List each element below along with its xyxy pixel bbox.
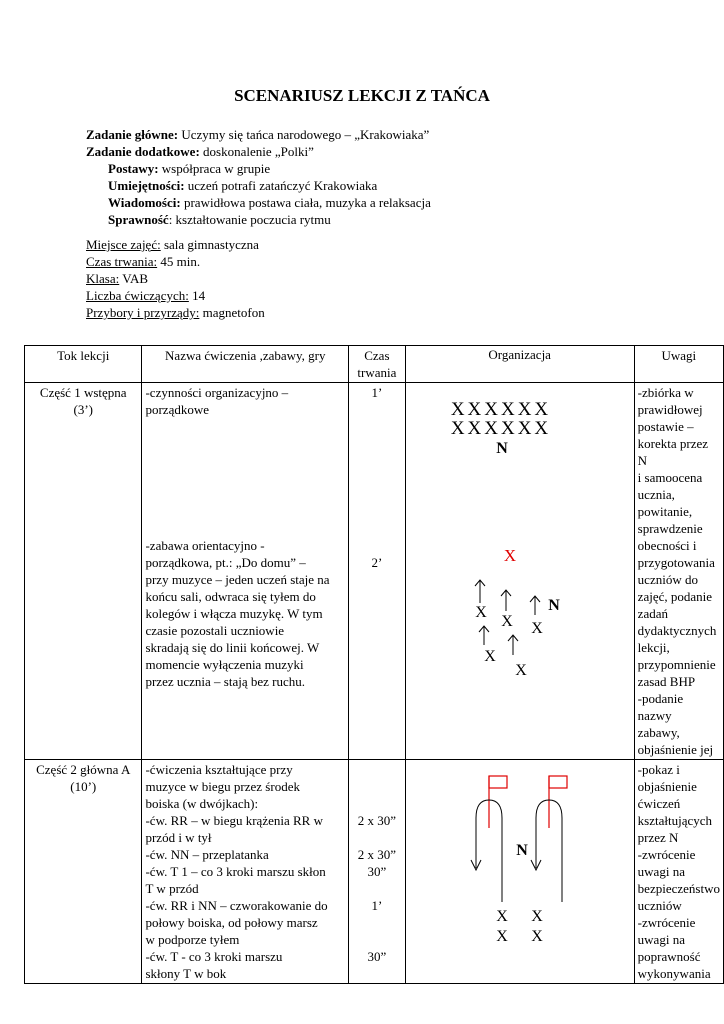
info-class-value: VAB	[119, 271, 149, 286]
row1-time-1: 1’	[371, 385, 383, 400]
student-marker: X	[530, 928, 543, 945]
flag-icon	[549, 776, 567, 828]
row1-ex2-line: przez ucznia – stają bez ruchu.	[145, 674, 305, 689]
row2-time	[349, 760, 406, 984]
row1-organization	[405, 383, 634, 760]
lesson-table	[24, 345, 724, 984]
goal-umiej-label: Umiejętności:	[108, 178, 185, 193]
info-class	[86, 270, 148, 287]
header-uwagi: Uwagi	[634, 346, 723, 383]
row2-uwagi-line: uwagi na	[637, 864, 685, 879]
row1-uwagi-line: uczniów do	[637, 572, 698, 587]
row2-time-line	[352, 829, 402, 846]
row2-uwagi-line: ćwiczeń	[637, 796, 681, 811]
info-place-label: Miejsce zajęć:	[86, 237, 161, 252]
row2-time-line	[352, 880, 402, 897]
student-marker: X	[500, 613, 513, 630]
goal-umiejetnosci	[108, 177, 377, 194]
goal-main-label: Zadanie główne:	[86, 127, 179, 142]
row2-ex-line: boiska (w dwójkach):	[145, 796, 259, 811]
row2-ex-line: -ćw. NN – przeplatanka	[145, 847, 269, 862]
row2-ex-line: -ćw. RR – w biegu krążenia RR w	[145, 813, 323, 828]
row1-uwagi-line: dydaktycznych	[637, 623, 717, 638]
info-time-label: Czas trwania:	[86, 254, 158, 269]
row1-uwagi-line: lekcji,	[637, 640, 670, 655]
goal-main-value: Uczymy się tańca narodowego – „Krakowiaka”	[178, 127, 430, 142]
row2-time-line	[352, 965, 402, 982]
student-marker: X	[495, 908, 508, 925]
info-count-label: Liczba ćwiczących:	[86, 288, 189, 303]
row1-exercises	[142, 383, 349, 760]
row2-exercises	[142, 760, 349, 984]
student-marker: X	[495, 928, 508, 945]
row1-ex2-line: przy muzyce – jeden uczeń staje na	[145, 572, 330, 587]
row1-uwagi-line: przypomnienie	[637, 657, 716, 672]
row2-ex-line: -ćw. T 1 – co 3 kroki marszu skłon	[145, 864, 326, 879]
row1-ex1-line: -czynności organizacyjno –	[145, 385, 289, 400]
row2-ex-line: -ćwiczenia kształtujące przy	[145, 762, 293, 777]
header-time-line2: trwania	[357, 365, 397, 380]
row1-ex2-line: końcu sali, odwraca się tyłem do	[145, 589, 316, 604]
info-time-value: 45 min.	[157, 254, 201, 269]
goal-extra-value: doskonalenie „Polki”	[199, 144, 314, 159]
formation-row-2: XXXXXX	[450, 418, 551, 439]
row2-uwagi-line: -pokaz i	[637, 762, 680, 777]
row2-organization	[405, 760, 634, 984]
info-tools-value: magnetofon	[199, 305, 265, 320]
row1-tok-line2: (3’)	[73, 402, 93, 417]
row2-uwagi-line: bezpieczeństwo	[637, 881, 720, 896]
row2-ex-line: -ćw. T - co 3 kroki marszu	[145, 949, 283, 964]
row2-time-line	[352, 931, 402, 948]
row2-time-line: 30”	[367, 864, 387, 879]
row2-tok	[25, 760, 142, 984]
loop-path	[531, 800, 562, 902]
row1-uwagi-line: zasad BHP	[637, 674, 696, 689]
info-place	[86, 236, 259, 253]
row2-uwagi	[634, 760, 723, 984]
goal-extra	[86, 143, 314, 160]
row2-uwagi-line: -zwrócenie	[637, 847, 696, 862]
formation-diagram	[406, 383, 634, 716]
row2-ex-line: przód i w tył	[145, 830, 212, 845]
student-marker: X	[530, 620, 543, 637]
row1-ex2-line: momencie wyłączenia muzyki	[145, 657, 304, 672]
header-time	[349, 346, 406, 383]
formation-row-1: XXXXXX	[450, 399, 551, 420]
row1-tok	[25, 383, 142, 760]
row1-uwagi-line: postawie –	[637, 419, 694, 434]
row1-tok-line1: Część 1 wstępna	[39, 385, 127, 400]
info-count	[86, 287, 205, 304]
row1-uwagi-line: sprawdzenie	[637, 521, 703, 536]
row2-time-line: 30”	[367, 949, 387, 964]
row2-time-line	[352, 761, 402, 778]
teacher-marker: N	[547, 597, 560, 614]
row1-ex2-line: skradają się do linii końcowej. W	[145, 640, 320, 655]
row1-uwagi-line: zabawy,	[637, 725, 680, 740]
row1-uwagi-line: przygotowania	[637, 555, 715, 570]
row2-uwagi-line: poprawność	[637, 949, 701, 964]
row2-ex-line: skłony T w bok	[145, 966, 227, 981]
info-tools-label: Przybory i przyrządy:	[86, 305, 200, 320]
row2-ex-line: muzyce w biegu przez środek	[145, 779, 300, 794]
info-tools	[86, 304, 265, 321]
row1-uwagi-line: zadań	[637, 606, 668, 621]
row2-uwagi-line: przez N	[637, 830, 679, 845]
header-name: Nazwa ćwiczenia ,zabawy, gry	[142, 346, 349, 383]
row1-uwagi-line: -podanie nazwy	[637, 691, 684, 723]
goal-umiej-value: uczeń potrafi zatańczyć Krakowiaka	[184, 178, 378, 193]
goal-spraw-label: Sprawność	[108, 212, 169, 227]
table-row	[25, 760, 724, 984]
row2-tok-line2: (10’)	[70, 779, 97, 794]
header-org: Organizacja	[405, 346, 634, 383]
row1-ex2-line: -zabawa orientacyjno -	[145, 538, 265, 553]
row1-uwagi-line: prawidłowej	[637, 402, 703, 417]
info-class-label: Klasa:	[86, 271, 120, 286]
row1-ex2-line: porządkowa, pt.: „Do domu” –	[145, 555, 306, 570]
row1-uwagi-line: korekta przez N	[637, 436, 709, 468]
goal-postawy-label: Postawy:	[108, 161, 159, 176]
teacher-marker: N	[495, 440, 508, 457]
row1-uwagi-line: objaśnienie jej	[637, 742, 714, 757]
table-row	[25, 383, 724, 760]
goal-main	[86, 126, 429, 143]
goal-postawy	[108, 160, 270, 177]
row1-uwagi-line: powitanie,	[637, 504, 693, 519]
goal-spraw-value: : kształtowanie poczucia rytmu	[168, 212, 331, 227]
info-place-value: sala gimnastyczna	[160, 237, 259, 252]
row2-time-line: 2 x 30”	[357, 847, 397, 862]
row2-time-line	[352, 914, 402, 931]
running-loops-diagram	[406, 760, 634, 982]
row2-uwagi-line: objaśnienie	[637, 779, 697, 794]
student-marker: X	[530, 908, 543, 925]
row1-ex2-line: kolegów i włącza muzykę. W tym	[145, 606, 323, 621]
row2-uwagi-line: uwagi na	[637, 932, 685, 947]
row2-ex-line: T w przód	[145, 881, 199, 896]
info-count-value: 14	[188, 288, 206, 303]
row2-time-line	[352, 795, 402, 812]
teacher-marker: N	[515, 842, 528, 859]
row1-time-2: 2’	[371, 555, 383, 570]
row2-time-line	[352, 778, 402, 795]
table-header-row	[25, 346, 724, 383]
row2-time-line: 1’	[371, 898, 383, 913]
info-time	[86, 253, 200, 270]
row2-uwagi-line: wykonywania	[637, 966, 711, 981]
row2-tok-line1: Część 2 główna A	[36, 762, 131, 777]
student-marker: X	[514, 662, 527, 679]
row1-uwagi-line: zajęć, podanie	[637, 589, 713, 604]
header-time-line1: Czas	[364, 348, 390, 363]
flag-icon	[489, 776, 507, 828]
student-marker: X	[483, 648, 496, 665]
row2-ex-line: połowy boiska, od połowy marsz	[145, 915, 318, 930]
row2-time-line: 2 x 30”	[357, 813, 397, 828]
goal-wiad-label: Wiadomości:	[108, 195, 181, 210]
page-title: SCENARIUSZ LEKCJI Z TAŃCA	[234, 86, 490, 105]
row2-uwagi-line: kształtujących	[637, 813, 713, 828]
row1-uwagi-line: obecności i	[637, 538, 697, 553]
goal-wiadomosci	[108, 194, 431, 211]
row1-uwagi-line: i samoocena	[637, 470, 703, 485]
row1-time	[349, 383, 406, 760]
goal-sprawnosc	[108, 211, 331, 228]
row1-ex2	[145, 537, 345, 690]
spacer	[352, 401, 402, 554]
spacer	[145, 418, 345, 537]
row2-uwagi-line: -zwrócenie	[637, 915, 696, 930]
row1-ex1-line: porządkowe	[145, 402, 209, 417]
row1-uwagi	[634, 383, 723, 760]
row1-ex2-line: czasie pozostali uczniowie	[145, 623, 285, 638]
header-tok: Tok lekcji	[25, 346, 142, 383]
goal-extra-label: Zadanie dodatkowe:	[86, 144, 200, 159]
goal-postawy-value: współpraca w grupie	[158, 161, 271, 176]
goal-wiad-value: prawidłowa postawa ciała, muzyka a relaksacja	[180, 195, 431, 210]
leader-marker-red: X	[503, 546, 516, 565]
row1-ex1	[145, 384, 345, 418]
row1-uwagi-line: ucznia,	[637, 487, 675, 502]
row1-uwagi-line: -zbiórka w	[637, 385, 694, 400]
row2-uwagi-line: uczniów	[637, 898, 682, 913]
loop-path	[471, 800, 502, 902]
row2-ex-line: -ćw. RR i NN – czworakowanie do	[145, 898, 328, 913]
student-marker: X	[474, 604, 487, 621]
row2-ex-line: w podporze tyłem	[145, 932, 240, 947]
